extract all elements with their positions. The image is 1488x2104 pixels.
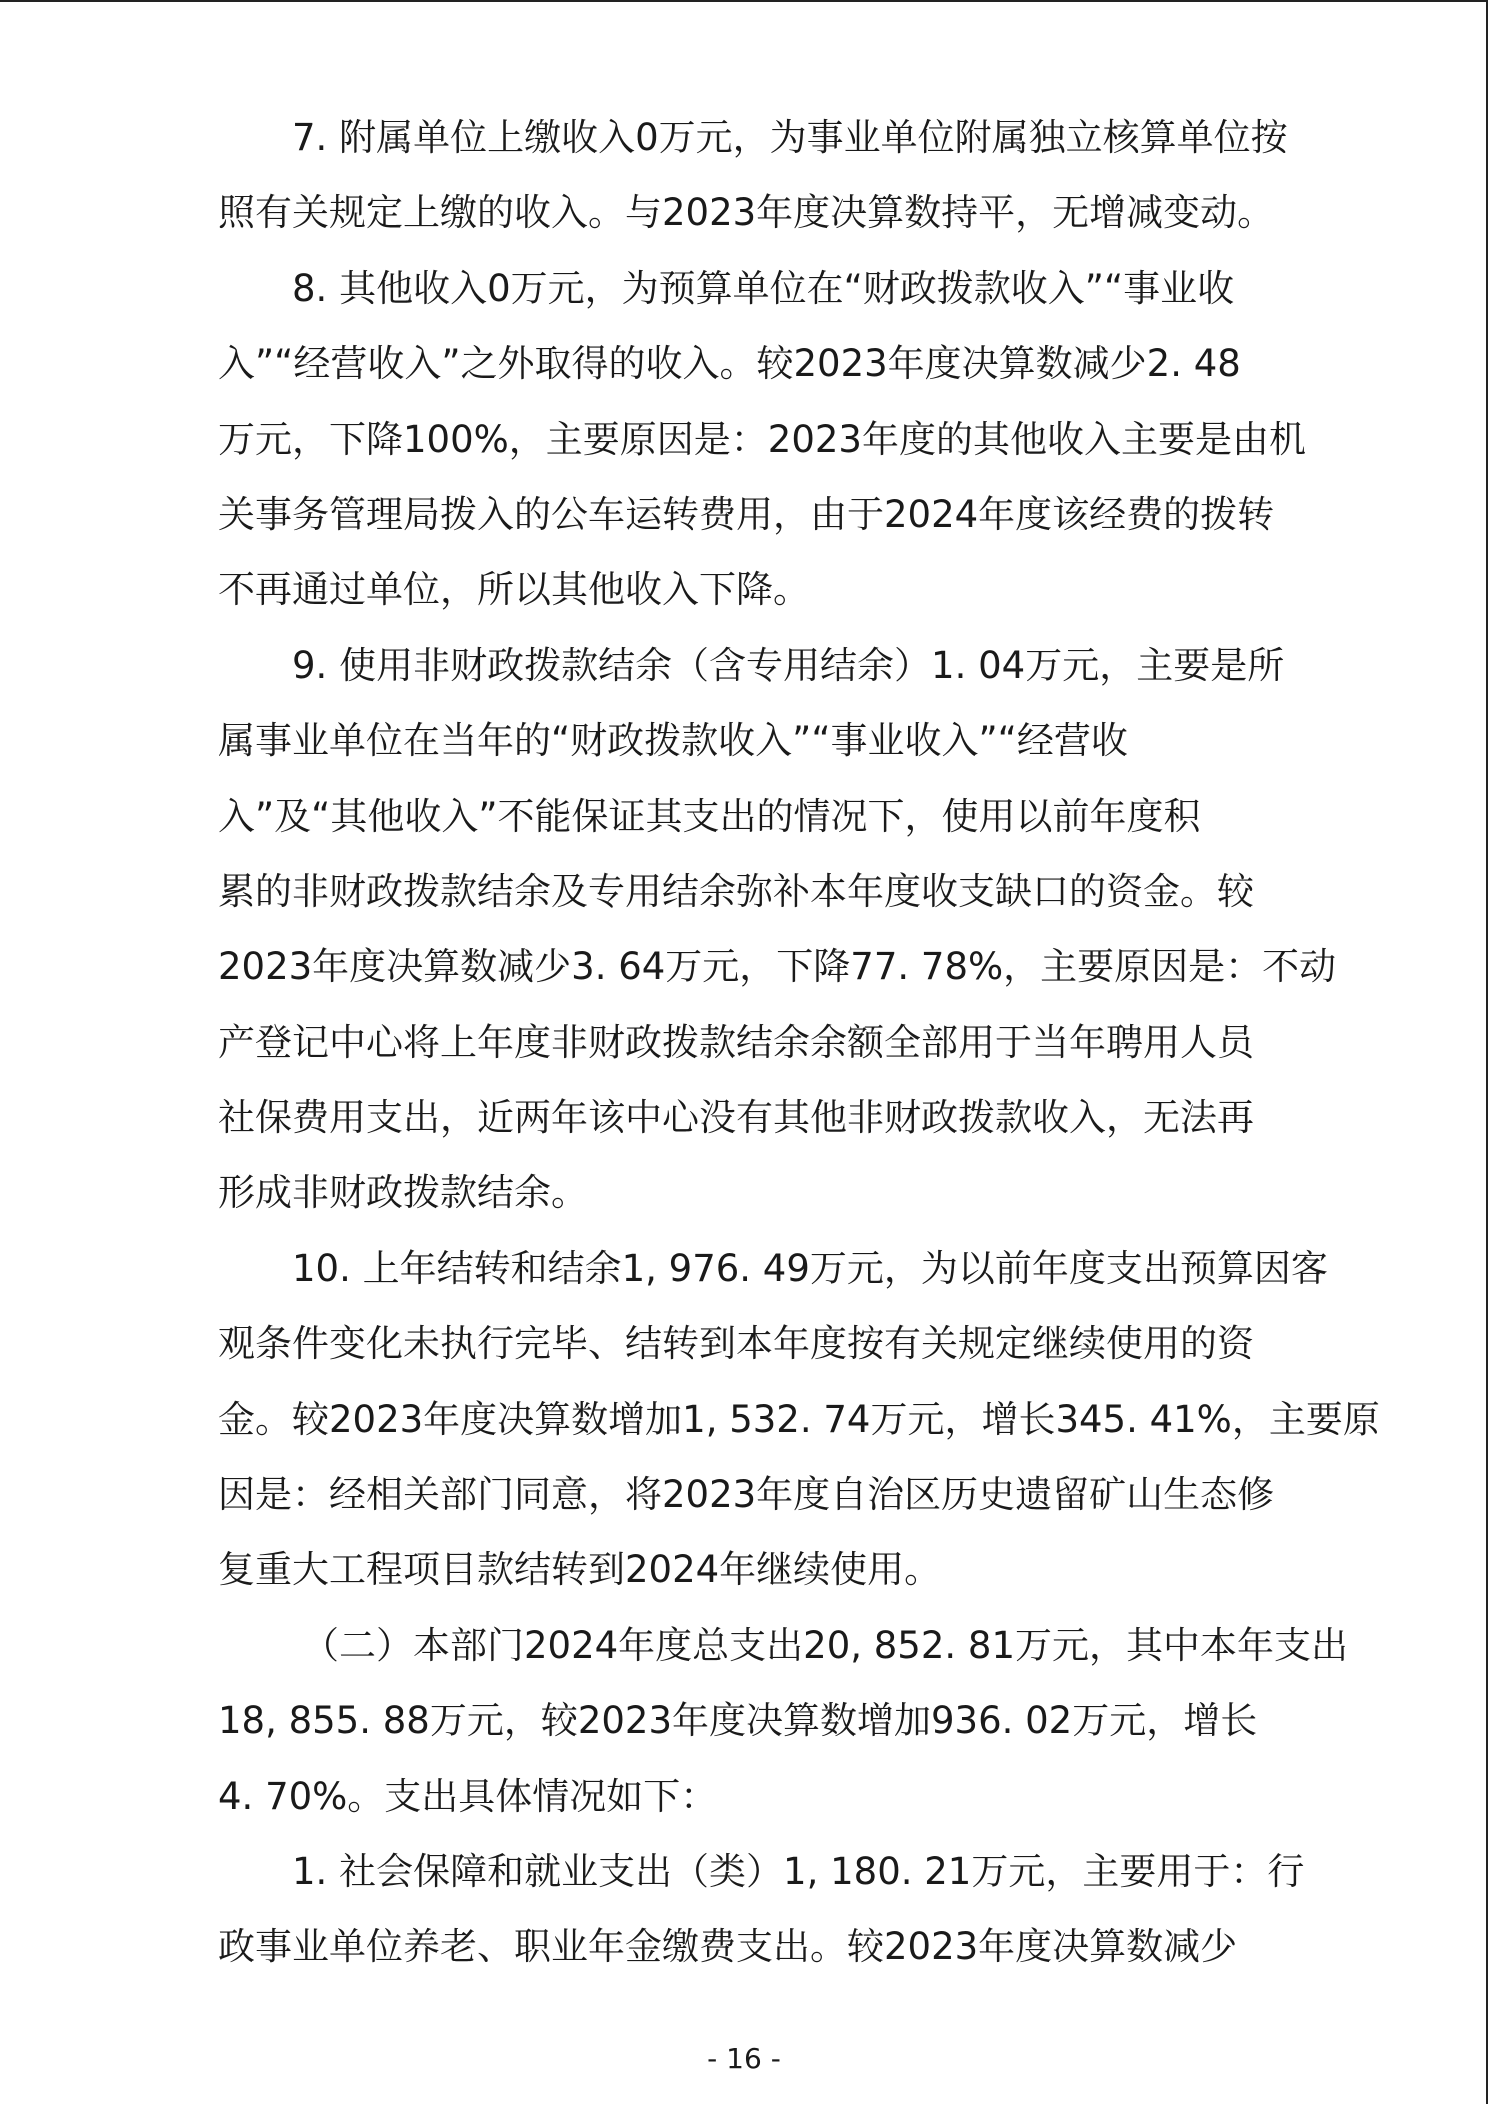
paragraph-8-line-2: 入”“经营收入”之外取得的收入。较2023年度决算数减少2. 48 — [218, 342, 1241, 386]
paragraph-10-line-1: 10. 上年结转和结余1, 976. 49万元，为以前年度支出预算因客 — [292, 1246, 1328, 1290]
paragraph-9-line-3: 入”及“其他收入”不能保证其支出的情况下，使用以前年度积 — [218, 794, 1201, 838]
document-body — [218, 100, 1380, 1985]
paragraph-8-line-5: 不再通过单位，所以其他收入下降。 — [218, 568, 810, 612]
paragraph-8-line-1: 8. 其他收入0万元，为预算单位在“财政拨款收入”“事业收 — [292, 266, 1235, 310]
expense-1-line-1: 1. 社会保障和就业支出（类）1, 180. 21万元，主要用于：行 — [292, 1849, 1305, 1893]
expense-1-line-2: 政事业单位养老、职业年金缴费支出。较2023年度决算数减少 — [218, 1925, 1238, 1969]
paragraph-7-line-2: 照有关规定上缴的收入。与2023年度决算数持平，无增减变动。 — [218, 191, 1275, 235]
paragraph-10-line-2: 观条件变化未执行完毕、结转到本年度按有关规定继续使用的资 — [218, 1322, 1254, 1366]
section-2-line-3: 4. 70%。支出具体情况如下： — [218, 1774, 718, 1818]
paragraph-9-line-6: 产登记中心将上年度非财政拨款结余余额全部用于当年聘用人员 — [218, 1020, 1254, 1064]
paragraph-9-line-2: 属事业单位在当年的“财政拨款收入”“事业收入”“经营收 — [218, 719, 1128, 763]
paragraph-8-line-3: 万元，下降100%，主要原因是：2023年度的其他收入主要是由机 — [218, 417, 1306, 461]
paragraph-10-line-4: 因是：经相关部门同意，将2023年度自治区历史遗留矿山生态修 — [218, 1473, 1275, 1517]
paragraph-9-line-5: 2023年度决算数减少3. 64万元，下降77. 78%，主要原因是：不动 — [218, 945, 1337, 989]
section-2-line-2: 18, 855. 88万元，较2023年度决算数增加936. 02万元，增长 — [218, 1699, 1258, 1743]
paragraph-9-line-1: 9. 使用非财政拨款结余（含专用结余）1. 04万元，主要是所 — [292, 643, 1285, 687]
paragraph-9-line-4: 累的非财政拨款结余及专用结余弥补本年度收支缺口的资金。较 — [218, 869, 1254, 913]
paragraph-10-line-3: 金。较2023年度决算数增加1, 532. 74万元，增长345. 41%，主要原 — [218, 1397, 1380, 1441]
section-2-line-1: （二）本部门2024年度总支出20, 852. 81万元，其中本年支出 — [302, 1623, 1348, 1667]
page-number: - 16 - — [707, 2042, 781, 2075]
paragraph-9-line-7: 社保费用支出，近两年该中心没有其他非财政拨款收入，无法再 — [218, 1096, 1254, 1140]
paragraph-8-line-4: 关事务管理局拨入的公车运转费用，由于2024年度该经费的拨转 — [218, 492, 1275, 536]
paragraph-9-line-8: 形成非财政拨款结余。 — [218, 1171, 588, 1215]
paragraph-10-line-5: 复重大工程项目款结转到2024年继续使用。 — [218, 1548, 942, 1592]
paragraph-7-line-1: 7. 附属单位上缴收入0万元，为事业单位附属独立核算单位按 — [292, 116, 1288, 159]
